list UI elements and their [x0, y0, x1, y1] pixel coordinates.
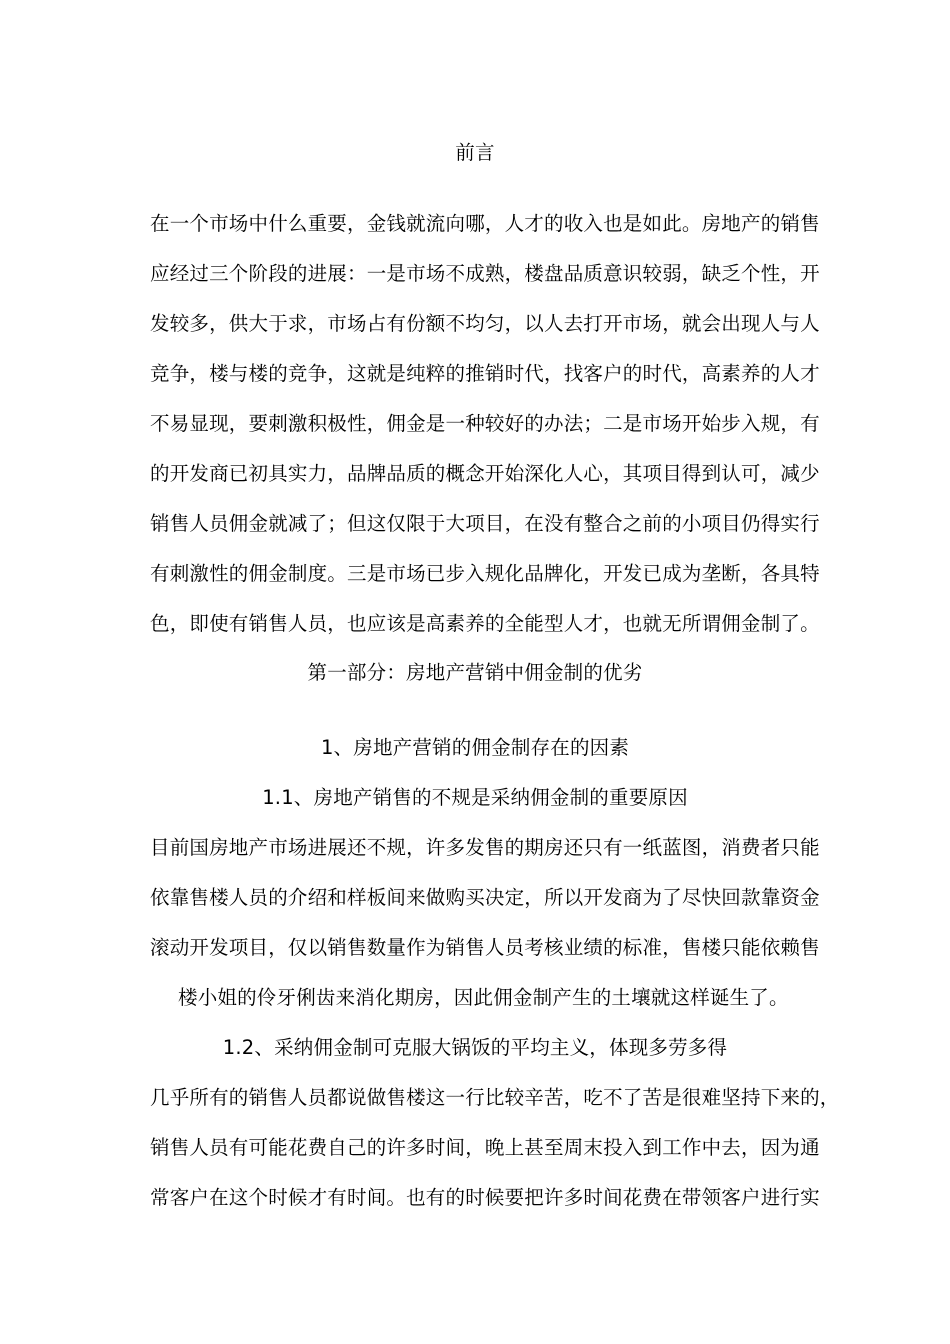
preface-line: 在一个市场中什么重要，金钱就流向哪，人才的收入也是如此。房地产的销售 — [150, 212, 820, 235]
preface-line: 发较多，供大于求，市场占有份额不均匀，以人去打开市场，就会出现人与人 — [150, 312, 820, 335]
part1-title: 第一部分：房地产营销中佣金制的优劣 — [307, 661, 643, 684]
preface-line: 应经过三个阶段的进展：一是市场不成熟，楼盘品质意识较弱，缺乏个性，开 — [150, 262, 820, 285]
preface-line: 的开发商已初具实力，品牌品质的概念开始深化人心，其项目得到认可，减少 — [150, 462, 820, 485]
preface-line: 竞争，楼与楼的竞争，这就是纯粹的推销时代，找客户的时代，高素养的人才 — [150, 362, 820, 385]
section1-1-title: 1.1、房地产销售的不规是采纳佣金制的重要原因 — [262, 786, 688, 809]
preface-title: 前言 — [455, 141, 495, 164]
section1-2-line: 销售人员有可能花费自己的许多时间，晚上甚至周末投入到工作中去，因为通 — [150, 1136, 820, 1159]
preface-line: 销售人员佣金就减了；但这仅限于大项目，在没有整合之前的小项目仍得实行 — [150, 512, 820, 535]
section1-1-line: 楼小姐的伶牙俐齿来消化期房，因此佣金制产生的土壤就这样诞生了。 — [178, 986, 789, 1009]
section1-2-line: 几乎所有的销售人员都说做售楼这一行比较辛苦，吃不了苦是很难坚持下来的， — [150, 1086, 840, 1109]
section1-2-title: 1.2、采纳佣金制可克服大锅饭的平均主义，体现多劳多得 — [222, 1036, 728, 1059]
section1-title: 1、房地产营销的佣金制存在的因素 — [320, 736, 630, 759]
preface-line: 不易显现，要刺激积极性，佣金是一种较好的办法；二是市场开始步入规，有 — [150, 412, 820, 435]
section1-1-line: 滚动开发项目，仅以销售数量作为销售人员考核业绩的标准，售楼只能依赖售 — [150, 936, 820, 959]
preface-line: 色，即使有销售人员，也应该是高素养的全能型人才，也就无所谓佣金制了。 — [150, 612, 820, 635]
preface-line: 有刺激性的佣金制度。三是市场已步入规化品牌化，开发已成为垄断，各具特 — [150, 562, 820, 585]
section1-1-line: 依靠售楼人员的介绍和样板间来做购买决定，所以开发商为了尽快回款靠资金 — [150, 886, 820, 909]
section1-1-line: 目前国房地产市场进展还不规，许多发售的期房还只有一纸蓝图，消费者只能 — [150, 836, 820, 859]
section1-2-line: 常客户在这个时候才有时间。也有的时候要把许多时间花费在带领客户进行实 — [150, 1186, 820, 1209]
